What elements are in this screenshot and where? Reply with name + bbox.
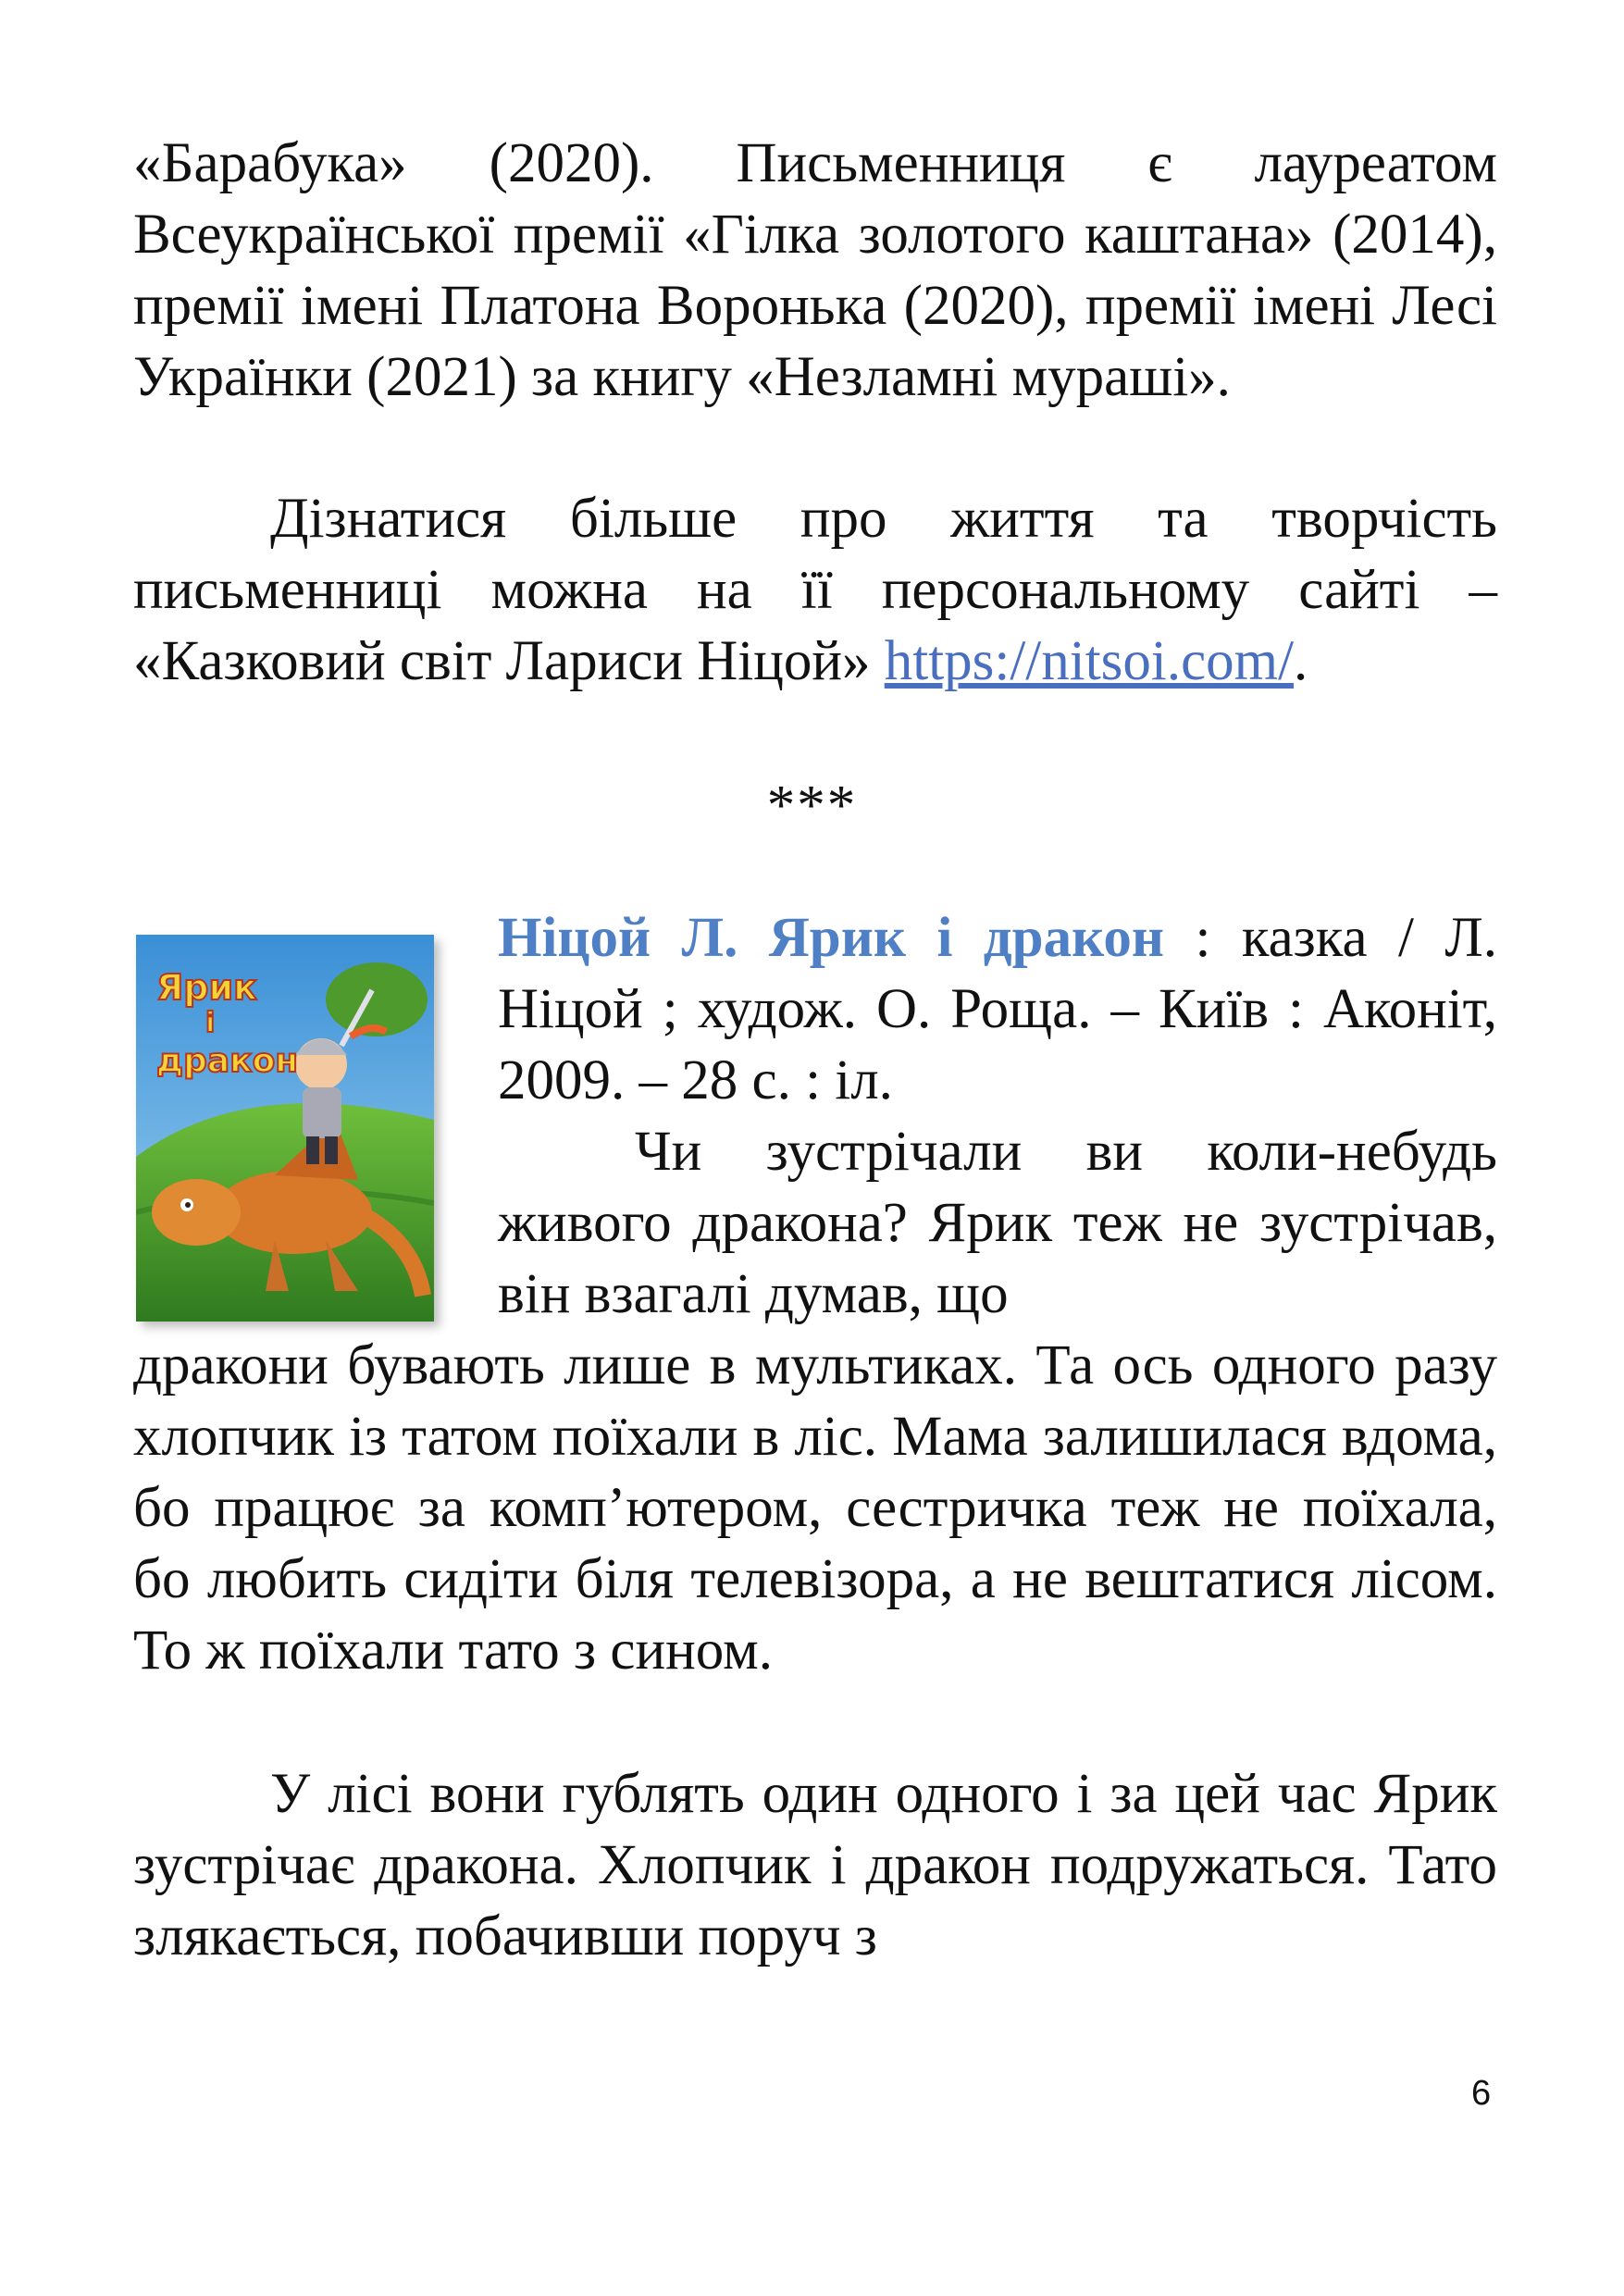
cover-title-line2: і <box>205 1007 216 1039</box>
cover-title-line3: дракон <box>156 1042 299 1080</box>
annotation-last-paragraph: У лісі вони гублять один одного і за цей час Ярик зустрічає дракона. Хлопчик і дракон подружаться. Тато злякається, побачивши поруч з <box>133 1763 1497 1967</box>
site-paragraph-text: Дізнатися більше про життя та творчість письменниці можна на її персональному сайті – «Казковий світ Лариси Ніцой» <box>133 488 1497 692</box>
annotation-wrapped: Чи зустрічали ви коли-небудь живого дракона? Ярик теж не зустрічав, він взагалі думав, що <box>498 1121 1497 1325</box>
cover-title-line1: Ярик <box>156 967 257 1008</box>
book-title: Ніцой Л. Ярик і дракон <box>498 907 1165 969</box>
section-separator: *** <box>766 775 858 837</box>
book-entry <box>498 902 1497 1116</box>
annotation-paragraph: дракони бувають лише в мультиках. Та ось одного разу хлопчик із татом поїхали в ліс. Мама залишилася вдома, бо працює за комп’ютером, сестричка теж не поїхала, бо любить сидіти біля телевізора, а не вештатися лісом. То ж поїхали тато з сином. <box>133 1334 1497 1682</box>
author-site-link[interactable]: https://nitsoi.com/ <box>884 630 1295 692</box>
awards-paragraph: «Барабука» (2020). Письменниця є лауреатом Всеукраїнської премії «Гілка золотого каштана» (2014), премії імені Платона Воронька (2020), премії імені Лесі Українки (2021) за книгу «Незламні мураші». <box>133 132 1497 408</box>
site-paragraph <box>133 483 1497 697</box>
book-bibliographic-info: : казка / Л. Ніцой ; худож. О. Роща. – Київ : Аконіт, 2009. – 28 с. : іл. <box>498 907 1497 1111</box>
site-paragraph-end: . <box>1294 630 1308 692</box>
page-number: 6 <box>1471 2074 1492 2113</box>
book-cover-image <box>136 935 434 1322</box>
